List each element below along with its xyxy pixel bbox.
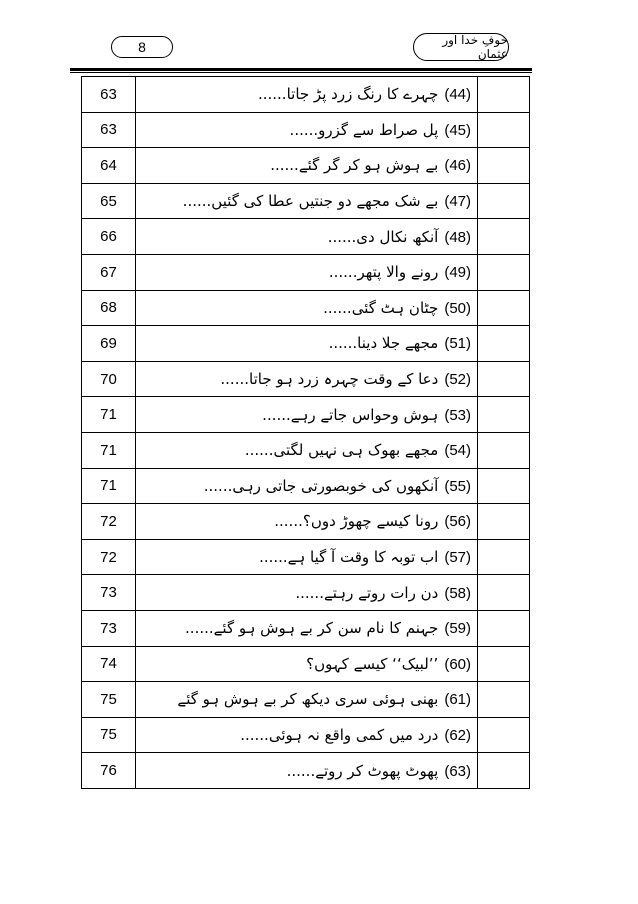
- entry-title: چہرے کا رنگ زرد پڑ جاتا......: [257, 85, 439, 104]
- blank-cell: [478, 77, 530, 113]
- table-row: [82, 575, 530, 611]
- contents-table: [81, 76, 530, 789]
- entry-title: مجھے بھوک ہی نہیں لگتی......: [244, 441, 439, 460]
- page-number-badge: [111, 36, 173, 58]
- table-row: [82, 397, 530, 433]
- table-row: [82, 646, 530, 682]
- entry-number: (46): [444, 157, 471, 175]
- blank-cell: [478, 575, 530, 611]
- page-cell: [82, 539, 136, 575]
- entry-title: جہنم کا نام سن کر بے ہوش ہو گئے......: [185, 619, 439, 638]
- page-ref: 65: [100, 192, 117, 210]
- entry-number: (48): [444, 228, 471, 246]
- entry-number: (49): [444, 264, 471, 282]
- page-ref: 73: [100, 619, 117, 637]
- table-row: [82, 290, 530, 326]
- blank-cell: [478, 682, 530, 718]
- blank-cell: [478, 468, 530, 504]
- title-cell: [136, 254, 478, 290]
- page-ref: 72: [100, 548, 117, 566]
- page-ref: 64: [100, 156, 117, 174]
- table-row: [82, 112, 530, 148]
- page-cell: [82, 610, 136, 646]
- blank-cell: [478, 290, 530, 326]
- blank-cell: [478, 183, 530, 219]
- entry-number: (61): [444, 691, 471, 709]
- page-cell: [82, 504, 136, 540]
- page-cell: [82, 682, 136, 718]
- table-row: [82, 717, 530, 753]
- title-cell: [136, 539, 478, 575]
- page-ref: 66: [100, 228, 117, 246]
- page-cell: [82, 397, 136, 433]
- header-rule-thin: [70, 72, 532, 73]
- page-ref: 71: [100, 477, 117, 495]
- title-cell: [136, 717, 478, 753]
- table-row: [82, 610, 530, 646]
- page-ref: 68: [100, 299, 117, 317]
- entry-title: اب توبہ کا وقت آ گیا ہے......: [259, 548, 439, 567]
- page-ref: 76: [100, 762, 117, 780]
- entry-title: پل صراط سے گزرو......: [289, 120, 439, 139]
- entry-number: (63): [444, 762, 471, 780]
- title-cell: [136, 610, 478, 646]
- table-row: [82, 539, 530, 575]
- entry-title: درد میں کمی واقع نہ ہوئی......: [240, 725, 439, 744]
- book-title-badge: [413, 33, 509, 61]
- page-cell: [82, 753, 136, 789]
- table-row: [82, 753, 530, 789]
- title-cell: [136, 504, 478, 540]
- entry-number: (54): [444, 442, 471, 460]
- page-cell: [82, 326, 136, 362]
- blank-cell: [478, 610, 530, 646]
- blank-cell: [478, 112, 530, 148]
- page-cell: [82, 148, 136, 184]
- entry-number: (47): [444, 193, 471, 211]
- entry-title: دن رات روتے رہتے......: [295, 583, 439, 602]
- title-cell: [136, 575, 478, 611]
- title-cell: [136, 432, 478, 468]
- page-ref: 74: [100, 655, 117, 673]
- entry-title: مجھے جلا دینا......: [328, 334, 439, 353]
- entry-number: (53): [444, 406, 471, 424]
- entry-title: ہوش وحواس جاتے رہے......: [262, 405, 439, 424]
- title-cell: [136, 646, 478, 682]
- table-row: [82, 468, 530, 504]
- table-row: [82, 77, 530, 113]
- table-row: [82, 432, 530, 468]
- table-row: [82, 219, 530, 255]
- blank-cell: [478, 432, 530, 468]
- page-ref: 63: [100, 121, 117, 139]
- blank-cell: [478, 361, 530, 397]
- page-cell: [82, 361, 136, 397]
- title-cell: [136, 148, 478, 184]
- page-cell: [82, 254, 136, 290]
- title-cell: [136, 290, 478, 326]
- title-cell: [136, 397, 478, 433]
- book-title: خوفِ خدا اور عثمان: [442, 33, 508, 61]
- page-cell: [82, 77, 136, 113]
- blank-cell: [478, 326, 530, 362]
- entry-number: (52): [444, 371, 471, 389]
- title-cell: [136, 468, 478, 504]
- page-ref: 63: [100, 85, 117, 103]
- page-cell: [82, 646, 136, 682]
- table-row: [82, 183, 530, 219]
- entry-title: چٹان ہٹ گئی......: [323, 298, 439, 317]
- page-ref: 75: [100, 726, 117, 744]
- entry-number: (60): [444, 655, 471, 673]
- page-ref: 75: [100, 690, 117, 708]
- page-ref: 72: [100, 512, 117, 530]
- entry-number: (62): [444, 726, 471, 744]
- page-ref: 71: [100, 406, 117, 424]
- page-cell: [82, 112, 136, 148]
- entry-title: رونا کیسے چھوڑ دوں؟......: [274, 512, 439, 531]
- entry-number: (51): [444, 335, 471, 353]
- title-cell: [136, 361, 478, 397]
- blank-cell: [478, 219, 530, 255]
- header-rule: [70, 68, 532, 71]
- table-row: [82, 326, 530, 362]
- entry-title: پھوٹ پھوٹ کر روتے......: [286, 761, 439, 780]
- page-ref: 71: [100, 441, 117, 459]
- blank-cell: [478, 539, 530, 575]
- table-row: [82, 361, 530, 397]
- page-cell: [82, 183, 136, 219]
- blank-cell: [478, 646, 530, 682]
- entry-number: (57): [444, 549, 471, 567]
- table-row: [82, 682, 530, 718]
- blank-cell: [478, 148, 530, 184]
- entry-title: بے شک مجھے دو جنتیں عطا کی گئیں......: [182, 192, 439, 211]
- table-row: [82, 148, 530, 184]
- entry-title: رونے والا پتھر......: [328, 263, 439, 282]
- entry-number: (45): [444, 121, 471, 139]
- page-ref: 70: [100, 370, 117, 388]
- page-cell: [82, 468, 136, 504]
- entry-number: (59): [444, 620, 471, 638]
- page-number: 8: [138, 39, 146, 55]
- title-cell: [136, 219, 478, 255]
- entry-number: (55): [444, 477, 471, 495]
- blank-cell: [478, 717, 530, 753]
- entry-number: (56): [444, 513, 471, 531]
- blank-cell: [478, 504, 530, 540]
- table-row: [82, 504, 530, 540]
- entry-title: دعا کے وقت چہرہ زرد ہو جاتا......: [220, 370, 439, 389]
- entry-title: آنکھ نکال دی......: [327, 227, 439, 246]
- blank-cell: [478, 753, 530, 789]
- page-ref: 67: [100, 263, 117, 281]
- title-cell: [136, 77, 478, 113]
- entry-number: (58): [444, 584, 471, 602]
- page-ref: 73: [100, 584, 117, 602]
- entry-number: (44): [444, 86, 471, 104]
- page-cell: [82, 219, 136, 255]
- title-cell: [136, 183, 478, 219]
- page-cell: [82, 575, 136, 611]
- table-row: [82, 254, 530, 290]
- page-cell: [82, 717, 136, 753]
- page-cell: [82, 432, 136, 468]
- entry-number: (50): [444, 299, 471, 317]
- entry-title: آنکھوں کی خوبصورتی جاتی رہی......: [203, 476, 439, 495]
- title-cell: [136, 753, 478, 789]
- title-cell: [136, 326, 478, 362]
- blank-cell: [478, 254, 530, 290]
- title-cell: [136, 682, 478, 718]
- entry-title: بے ہوش ہو کر گر گئے......: [270, 156, 439, 175]
- page-cell: [82, 290, 136, 326]
- blank-cell: [478, 397, 530, 433]
- page-ref: 69: [100, 334, 117, 352]
- entry-title: ’’لبیک‘‘ کیسے کہوں؟: [306, 654, 439, 673]
- entry-title: بھنی ہوئی سری دیکھ کر بے ہوش ہو گئے: [177, 690, 439, 709]
- title-cell: [136, 112, 478, 148]
